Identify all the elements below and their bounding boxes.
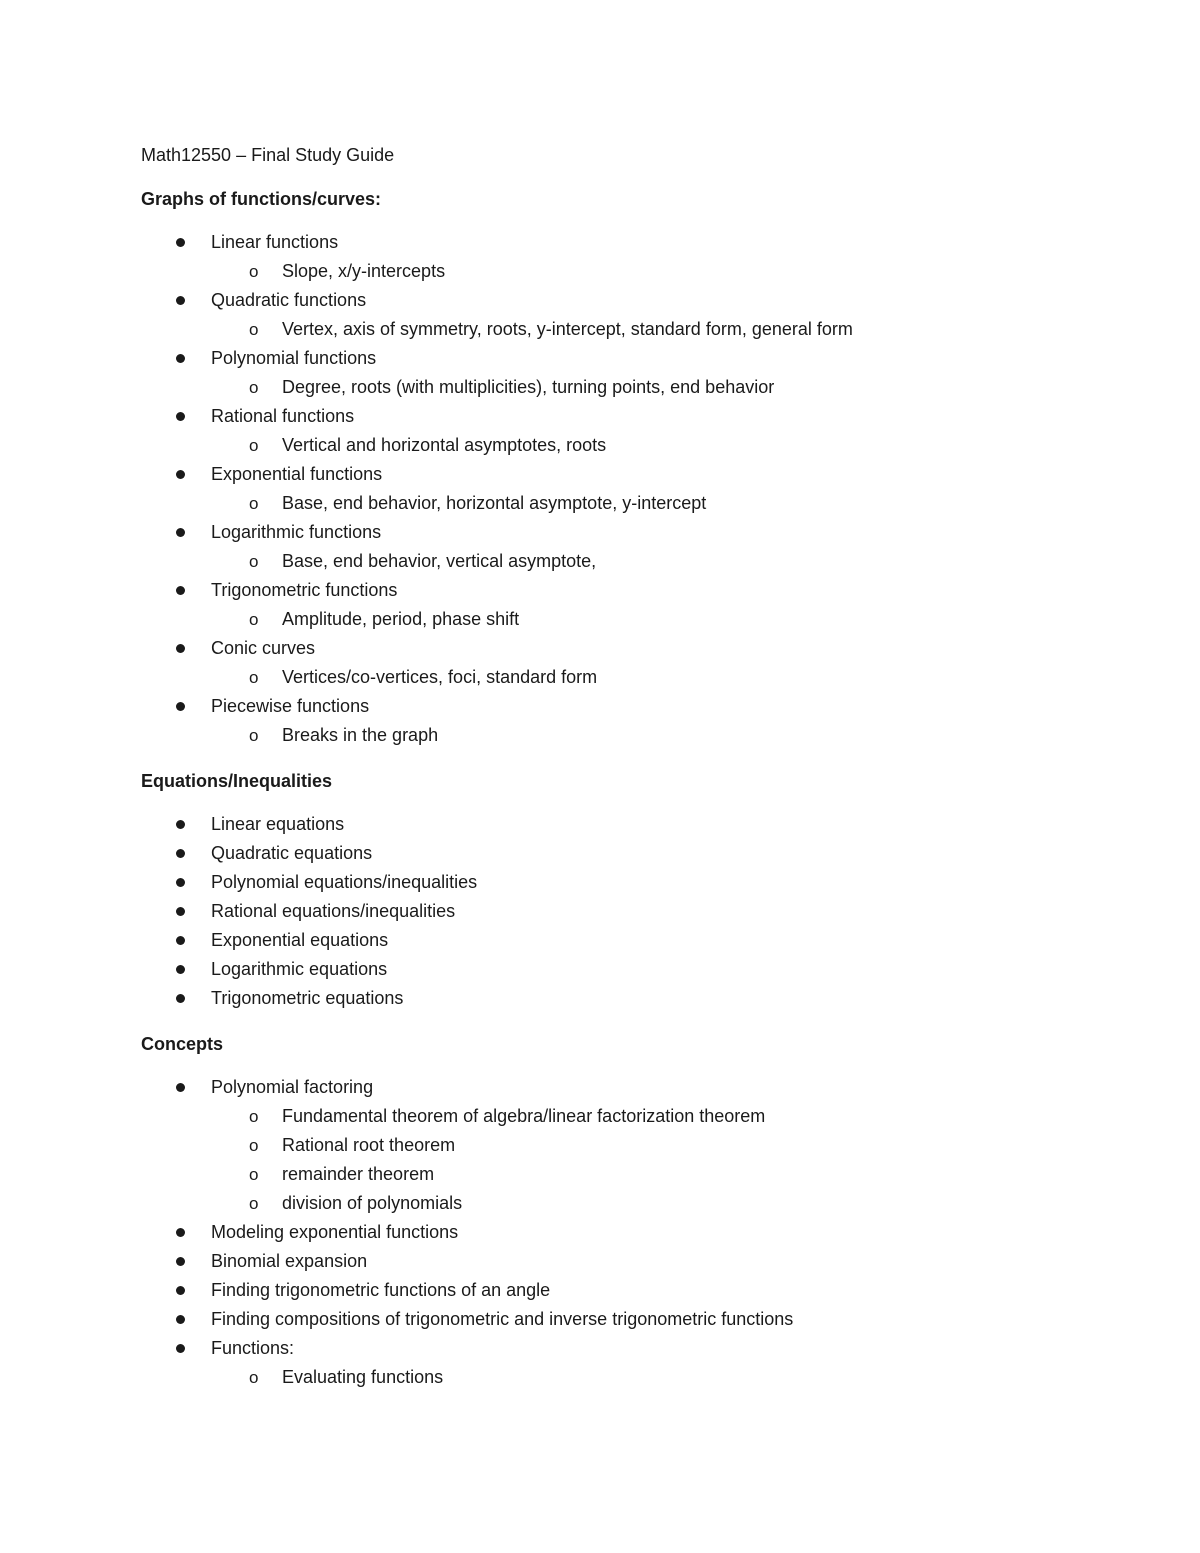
list-item [141,634,1101,692]
bullet-icon [176,470,185,479]
list-item [141,344,1101,402]
sub-list-item [141,489,1101,518]
list-item-row [141,839,1101,868]
list-item [141,1073,1101,1218]
bullet-list [141,228,1101,750]
sub-bullet-list [141,721,1101,750]
sub-list-item-label: Vertical and horizontal asymptotes, roots [282,435,607,455]
list-item-row [141,810,1101,839]
list-item [141,868,1101,897]
sub-bullet-icon: o [249,494,259,513]
sub-list-item [141,605,1101,634]
list-item-label: Binomial expansion [211,1251,368,1271]
list-item-row [141,1218,1101,1247]
bullet-icon [176,238,185,247]
list-item-label: Finding trigonometric functions of an angle [211,1280,551,1300]
list-item-label: Logarithmic functions [211,522,382,542]
bullet-icon [176,1257,185,1266]
bullet-icon [176,296,185,305]
bullet-icon [176,849,185,858]
list-item-row [141,634,1101,663]
section-heading: Graphs of functions/curves: [141,189,382,209]
sub-list-item [141,431,1101,460]
list-item-row [141,1305,1101,1334]
list-item [141,1334,1101,1392]
list-item [141,1305,1101,1334]
list-item-label: Trigonometric equations [211,988,404,1008]
list-item-row [141,402,1101,431]
list-item-row [141,984,1101,1013]
list-item [141,402,1101,460]
bullet-icon [176,907,185,916]
list-item-label: Piecewise functions [211,696,370,716]
list-item-label: Trigonometric functions [211,580,398,600]
sub-list-item-label: Amplitude, period, phase shift [282,609,520,629]
list-item-row [141,1247,1101,1276]
list-item-label: Polynomial equations/inequalities [211,872,478,892]
sub-list-item-label: Base, end behavior, vertical asymptote, [282,551,597,571]
bullet-icon [176,1344,185,1353]
sub-bullet-list [141,373,1101,402]
sub-bullet-icon: o [249,610,259,629]
list-item [141,460,1101,518]
sub-list-item-label: Rational root theorem [282,1135,456,1155]
sub-bullet-icon: o [249,552,259,571]
sub-bullet-icon: o [249,262,259,281]
list-item-label: Quadratic functions [211,290,367,310]
sub-bullet-icon: o [249,1368,259,1387]
bullet-icon [176,820,185,829]
list-item-label: Polynomial functions [211,348,377,368]
section-1 [141,766,1101,1029]
sub-bullet-list [141,605,1101,634]
list-item-row [141,1334,1101,1363]
sub-bullet-icon: o [249,1107,259,1126]
list-item [141,518,1101,576]
list-item-label: Polynomial factoring [211,1077,374,1097]
sub-list-item-label: remainder theorem [282,1164,435,1184]
list-item [141,692,1101,750]
sub-list-item [141,1189,1101,1218]
sub-list-item-label: Degree, roots (with multiplicities), turning points, end behavior [282,377,775,397]
bullet-icon [176,702,185,711]
list-item [141,926,1101,955]
sub-list-item [141,315,1101,344]
sub-list-item [141,1363,1101,1392]
sub-bullet-icon: o [249,1165,259,1184]
list-item-label: Exponential functions [211,464,383,484]
sub-bullet-icon: o [249,726,259,745]
list-item-label: Finding compositions of trigonometric and inverse trigonometric functions [211,1309,794,1329]
sub-bullet-icon: o [249,1136,259,1155]
sub-bullet-list [141,547,1101,576]
list-item-label: Conic curves [211,638,316,658]
list-item-label: Quadratic equations [211,843,373,863]
list-item [141,1247,1101,1276]
list-item-label: Rational functions [211,406,355,426]
section-heading: Concepts [141,1034,224,1054]
bullet-icon [176,994,185,1003]
sub-bullet-icon: o [249,436,259,455]
list-item-label: Logarithmic equations [211,959,388,979]
sub-list-item-label: Fundamental theorem of algebra/linear factorization theorem [282,1106,766,1126]
sub-bullet-list [141,489,1101,518]
sub-list-item-label: Vertex, axis of symmetry, roots, y-intercept, standard form, general form [282,319,853,339]
section-spacer [141,750,1101,766]
list-item-row [141,868,1101,897]
sub-bullet-list [141,431,1101,460]
bullet-icon [176,1286,185,1295]
section-0 [141,184,1101,766]
list-item-label: Linear functions [211,232,339,252]
bullet-icon [176,586,185,595]
sub-bullet-icon: o [249,320,259,339]
list-item [141,955,1101,984]
sub-list-item [141,257,1101,286]
list-item-row [141,460,1101,489]
list-item [141,839,1101,868]
list-item-label: Modeling exponential functions [211,1222,459,1242]
section-spacer [141,1013,1101,1029]
sub-list-item-label: Evaluating functions [282,1367,444,1387]
sub-bullet-list [141,663,1101,692]
document-title: Math12550 – Final Study Guide [141,145,395,165]
bullet-icon [176,412,185,421]
sub-bullet-icon: o [249,378,259,397]
section-heading: Equations/Inequalities [141,771,333,791]
sub-list-item [141,1131,1101,1160]
sub-list-item [141,721,1101,750]
sub-bullet-list [141,315,1101,344]
list-item-row [141,1276,1101,1305]
bullet-icon [176,1228,185,1237]
sub-list-item-label: division of polynomials [282,1193,463,1213]
list-item-row [141,228,1101,257]
study-guide-page [141,140,1101,1392]
bullet-icon [176,1083,185,1092]
list-item-row [141,518,1101,547]
list-item-row [141,576,1101,605]
list-item-row [141,1073,1101,1102]
sub-list-item [141,1102,1101,1131]
sub-list-item-label: Slope, x/y-intercepts [282,261,446,281]
sub-bullet-icon: o [249,1194,259,1213]
list-item-label: Exponential equations [211,930,389,950]
list-item [141,897,1101,926]
list-item-label: Rational equations/inequalities [211,901,456,921]
bullet-icon [176,1315,185,1324]
sub-list-item [141,373,1101,402]
bullet-icon [176,354,185,363]
sub-list-item [141,663,1101,692]
bullet-icon [176,878,185,887]
sub-bullet-list [141,1102,1101,1218]
bullet-icon [176,936,185,945]
list-item [141,576,1101,634]
bullet-icon [176,644,185,653]
bullet-list [141,1073,1101,1392]
list-item [141,984,1101,1013]
sub-bullet-icon: o [249,668,259,687]
sections-container [141,184,1101,1392]
list-item [141,1218,1101,1247]
list-item-row [141,692,1101,721]
list-item-row [141,897,1101,926]
sub-list-item [141,1160,1101,1189]
sub-list-item-label: Breaks in the graph [282,725,439,745]
list-item-row [141,955,1101,984]
sub-bullet-list [141,257,1101,286]
list-item [141,1276,1101,1305]
sub-list-item-label: Base, end behavior, horizontal asymptote, y-intercept [282,493,707,513]
bullet-icon [176,965,185,974]
sub-list-item [141,547,1101,576]
bullet-list [141,810,1101,1013]
list-item-row [141,926,1101,955]
sub-list-item-label: Vertices/co-vertices, foci, standard form [282,667,598,687]
list-item [141,286,1101,344]
bullet-icon [176,528,185,537]
list-item-label: Linear equations [211,814,345,834]
list-item-row [141,344,1101,373]
list-item-row [141,286,1101,315]
section-2 [141,1029,1101,1392]
list-item [141,810,1101,839]
sub-bullet-list [141,1363,1101,1392]
list-item [141,228,1101,286]
list-item-label: Functions: [211,1338,295,1358]
